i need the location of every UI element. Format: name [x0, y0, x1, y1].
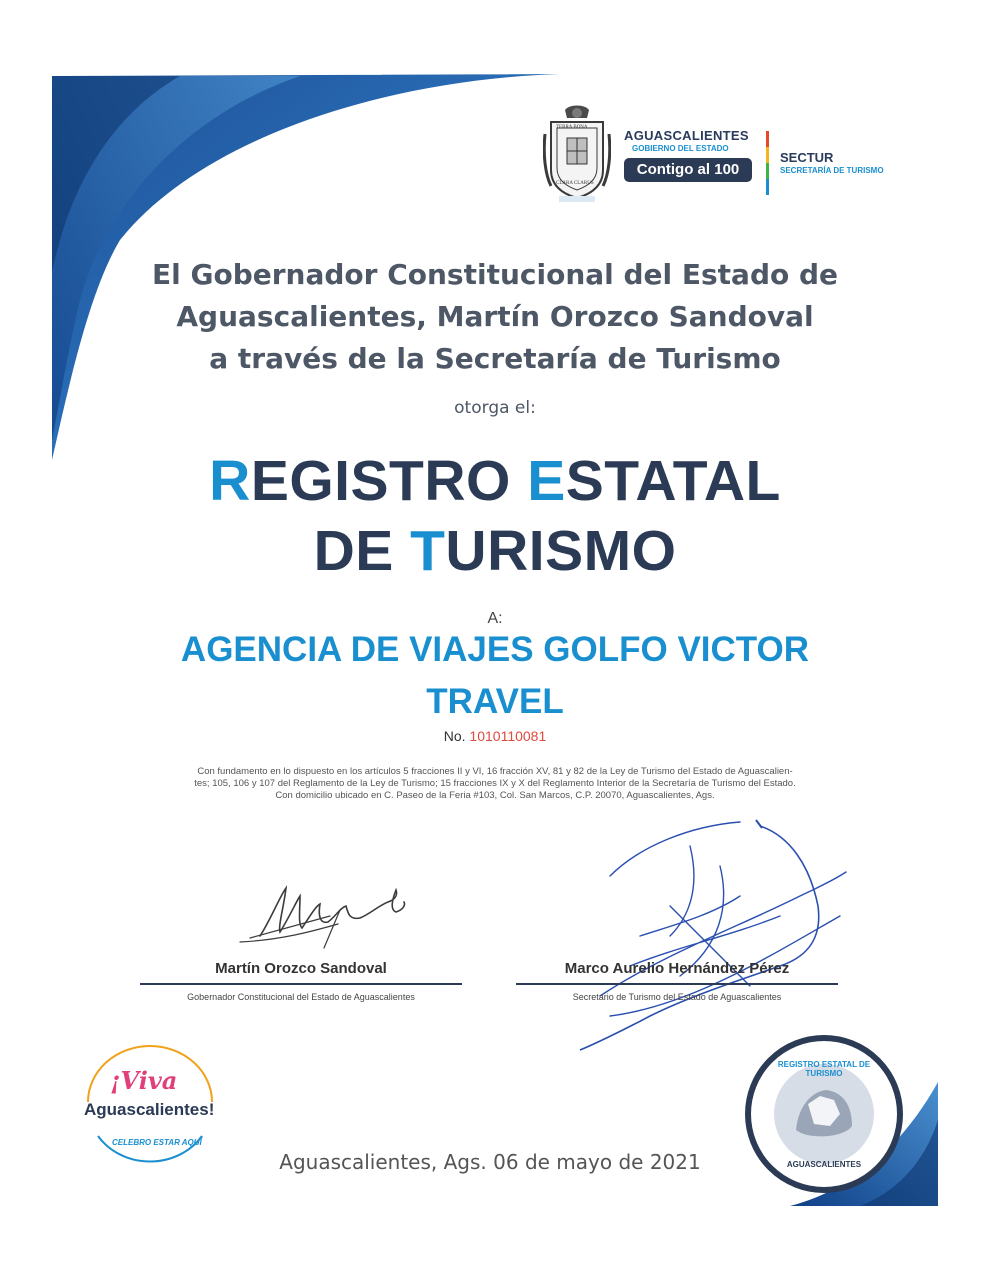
issue-date: Aguascalientes, Ags. 06 de mayo de 2021 — [279, 1150, 701, 1174]
crest-footer: CLARA CLARUS — [556, 181, 594, 186]
viva-name: Aguascalientes! — [84, 1100, 215, 1119]
legal-basis-text — [140, 766, 850, 802]
signatory-name-secretary: Marco Aurelio Hernández Pérez — [564, 960, 790, 977]
title-initial-r: R — [209, 449, 251, 513]
crest-motto: TERRA BONA — [556, 125, 588, 130]
recipient-name-line-1: AGENCIA DE VIAJES GOLFO VICTOR — [180, 630, 810, 669]
title-line-1 — [60, 446, 930, 516]
number-value: 1010110081 — [469, 728, 547, 744]
signature-line-governor — [140, 983, 462, 985]
title-initial-e: E — [527, 449, 566, 513]
seal-ring-icon — [744, 1034, 904, 1194]
title-initial-t: T — [410, 519, 446, 583]
legal-line-2: tes; 105, 106 y 107 del Reglamento de la Ley de Turismo; 15 fracciones IX y X del Reglamento Interior de la Secretaría de Turismo del Estado. — [194, 778, 796, 789]
viva-tagline: CELEBRO ESTAR AQUÍ — [112, 1138, 202, 1147]
signatory-role-governor: Gobernador Constitucional del Estado de Aguascalientes — [187, 992, 415, 1002]
legal-line-3: Con domicilio ubicado en C. Paseo de la Feria #103, Col. San Marcos, C.P. 20070, Aguascalientes, Ags. — [275, 790, 715, 801]
title-text-d: URISMO — [445, 519, 677, 583]
signature-secretary — [540, 806, 860, 1056]
headline-line-2: Aguascalientes, Martín Orozco Sandoval — [176, 300, 814, 333]
recipient-name — [60, 624, 930, 728]
title-text-b: STATAL — [565, 449, 781, 513]
registry-seal — [744, 1034, 904, 1194]
title-text-c: DE — [313, 519, 411, 583]
headline-line-3: a través de la Secretaría de Turismo — [209, 342, 781, 375]
signature-governor — [220, 866, 420, 956]
logo-divider — [766, 131, 769, 195]
state-coat-of-arms-icon — [543, 104, 611, 204]
signature-line-secretary — [516, 983, 838, 985]
title-text-a: EGISTRO — [250, 449, 528, 513]
campaign-badge — [624, 158, 752, 182]
legal-line-1: Con fundamento en lo dispuesto en los artículos 5 fracciones II y VI, 16 fracción XV, 81 y 82 de la Ley de Turismo del Estado de Aguascalien- — [197, 766, 793, 777]
title-line-2 — [60, 516, 930, 586]
signatory-role-secretary: Secretario de Turismo del Estado de Aguascalientes — [572, 992, 782, 1002]
campaign-text: Contigo al 100 — [636, 161, 740, 178]
grants-label: otorga el: — [454, 398, 536, 418]
seal-bottom-text: AGUASCALIENTES — [786, 1160, 862, 1169]
viva-script: ¡Viva — [110, 1066, 178, 1095]
registration-number — [60, 728, 930, 744]
certificate-headline — [60, 254, 930, 380]
sectur-short: SECTUR — [780, 150, 834, 165]
to-label: A: — [487, 610, 503, 627]
government-logo — [624, 128, 752, 182]
headline-line-1: El Gobernador Constitucional del Estado de — [152, 258, 838, 291]
sectur-full: SECRETARÍA DE TURISMO — [780, 166, 884, 175]
seal-top-text: REGISTRO ESTATAL DE TURISMO — [777, 1060, 871, 1078]
state-name: AGUASCALIENTES — [624, 128, 749, 143]
sectur-logo — [780, 150, 884, 175]
recipient-name-line-2: TRAVEL — [426, 682, 564, 721]
viva-aguascalientes-logo — [76, 1042, 224, 1166]
certificate-title — [60, 446, 930, 586]
number-label: No. — [443, 728, 466, 744]
government-label: GOBIERNO DEL ESTADO — [632, 144, 729, 153]
signatory-name-governor: Martín Orozco Sandoval — [215, 960, 387, 977]
